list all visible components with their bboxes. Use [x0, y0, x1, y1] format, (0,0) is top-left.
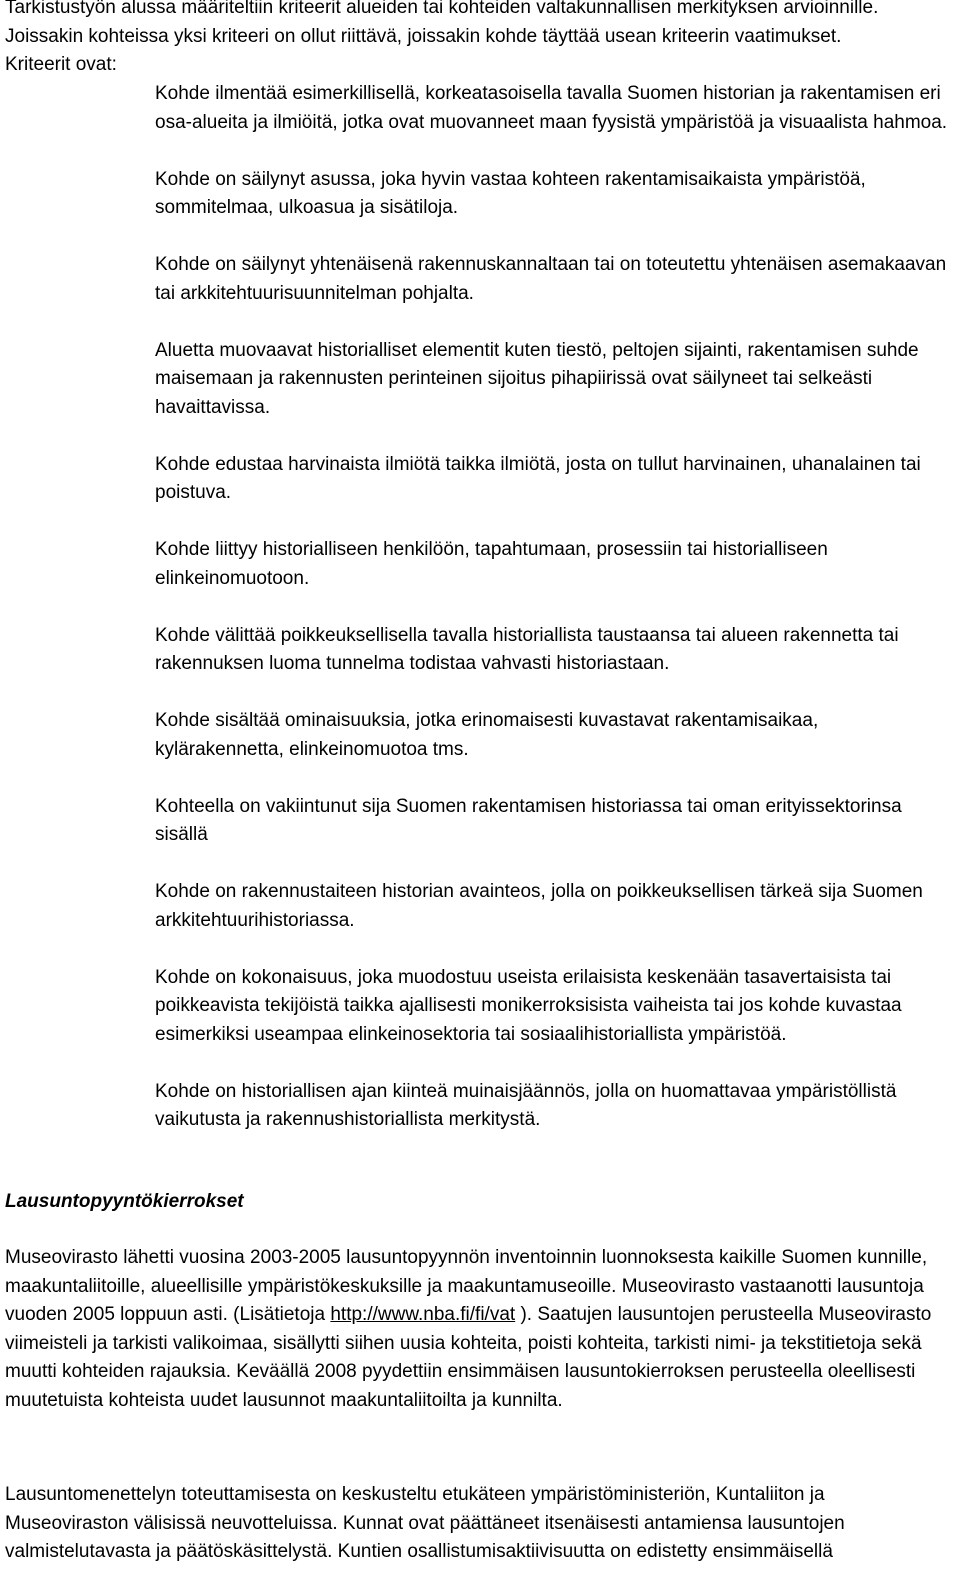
nba-link[interactable]: http://www.nba.fi/fi/vat [330, 1304, 516, 1325]
intro-line: Joissakin kohteissa yksi kriteeri on ollut riittävä, joissakin kohde täyttää usean kriteerin vaatimukset. [5, 25, 842, 47]
paragraph-text: ). Saatujen lausuntojen perusteella Museovirasto viimeisteli ja tarkisti valikoimaa, sisällytti siihen uusia kohteita, poisti kohteita, tarkisti nimi- ja tekstitietoja sekä muutti kohteiden rajauksia. Keväällä 2008 pyydettiin ensimmäisen lausuntokierroksen perusteella oleellisesti muutetuista kohteista uudet lausunnot maakuntaliitoilta ja kunnilta. [5, 1304, 932, 1411]
criterion-item: Kohde välittää poikkeuksellisella tavalla historiallista taustaansa tai alueen rakennetta tai rakennuksen luoma tunnelma todistaa vahvasti historiastaan. [155, 624, 899, 674]
criterion-item: Kohde on historiallisen ajan kiinteä muinaisjäännös, jolla on huomattavaa ympäristöllistä vaikutusta ja rakennushistoriallista merkitystä. [155, 1080, 897, 1130]
criterion-item: Kohde on kokonaisuus, joka muodostuu useista erilaisista keskenään tasavertaisista tai poikkeavista tekijöistä taikka ajallisesti monikerroksisista vaiheista tai jos kohde kuvastaa esimerkiksi useampaa elinkeinosektoria tai sosiaalihistoriallista ympäristöä. [155, 966, 902, 1045]
criterion-item: Kohde ilmentää esimerkillisellä, korkeatasoisella tavalla Suomen historian ja rakentamisen eri osa-alueita ja ilmiöitä, jotka ovat muovanneet maan fyysistä ympäristöä ja visuaalista hahmoa. [155, 83, 948, 133]
criteria-list [155, 80, 950, 1163]
criterion-item: Kohde on säilynyt yhtenäisenä rakennuskannaltaan tai on toteutettu yhtenäisen asemakaavan tai arkkitehtuurisuunnitelman pohjalta. [155, 254, 947, 304]
body-paragraph: Lausuntomenettelyn toteuttamisesta on keskusteltu etukäteen ympäristöministeriön, Kuntaliiton ja Museoviraston välisissä neuvotteluissa. Kunnat ovat päättäneet itsenäisesti antamiensa lausuntojen valmistelutavasta ja päätöskäsittelystä. Kuntien osallistumisaktiivisuutta on edistetty ensimmäisellä [5, 1484, 845, 1562]
criterion-item: Kohde liittyy historialliseen henkilöön, tapahtumaan, prosessiin tai historialliseen elinkeinomuotoon. [155, 539, 828, 589]
criterion-item: Kohde edustaa harvinaista ilmiötä taikka ilmiötä, josta on tullut harvinainen, uhanalainen tai poistuva. [155, 453, 921, 503]
criterion-item: Kohteella on vakiintunut sija Suomen rakentamisen historiassa tai oman erityissektorinsa sisällä [155, 795, 902, 845]
body-paragraph [5, 1244, 950, 1415]
criterion-item: Kohde on rakennustaiteen historian avainteos, jolla on poikkeuksellisen tärkeä sija Suomen arkkitehtuurihistoriassa. [155, 881, 923, 931]
section-heading: Lausuntopyyntökierrokset [5, 1191, 244, 1212]
intro-line: Kriteerit ovat: [5, 54, 117, 75]
criterion-item: Kohde sisältää ominaisuuksia, jotka erinomaisesti kuvastavat rakentamisaikaa, kylärakennetta, elinkeinomuotoa tms. [155, 710, 819, 760]
criterion-item: Kohde on säilynyt asussa, joka hyvin vastaa kohteen rakentamisaikaista ympäristöä, sommitelmaa, ulkoasua ja sisätiloja. [155, 168, 866, 218]
intro-line: Tarkistustyön alussa määriteltiin kriteerit alueiden tai kohteiden valtakunnallisen merkityksen arvioinnille. [5, 0, 879, 18]
criterion-item: Aluetta muovaavat historialliset elementit kuten tiestö, peltojen sijainti, rakentamisen suhde maisemaan ja rakennusten perinteinen sijoitus pihapiirissä ovat säilyneet tai selkeästi havaittavissa. [155, 339, 919, 418]
intro-paragraph [5, 0, 950, 80]
paragraph-text: Museovirasto lähetti vuosina 2003-2005 lausuntopyynnön inventoinnin luonnoksesta kaikille Suomen kunnille, maakuntaliitoille, alueellisille ympäristökeskuksille ja maakuntamuseoille. Museovirasto vastaanotti lausuntoja vuoden 2005 loppuun asti. (Lisätietoja [5, 1247, 928, 1325]
